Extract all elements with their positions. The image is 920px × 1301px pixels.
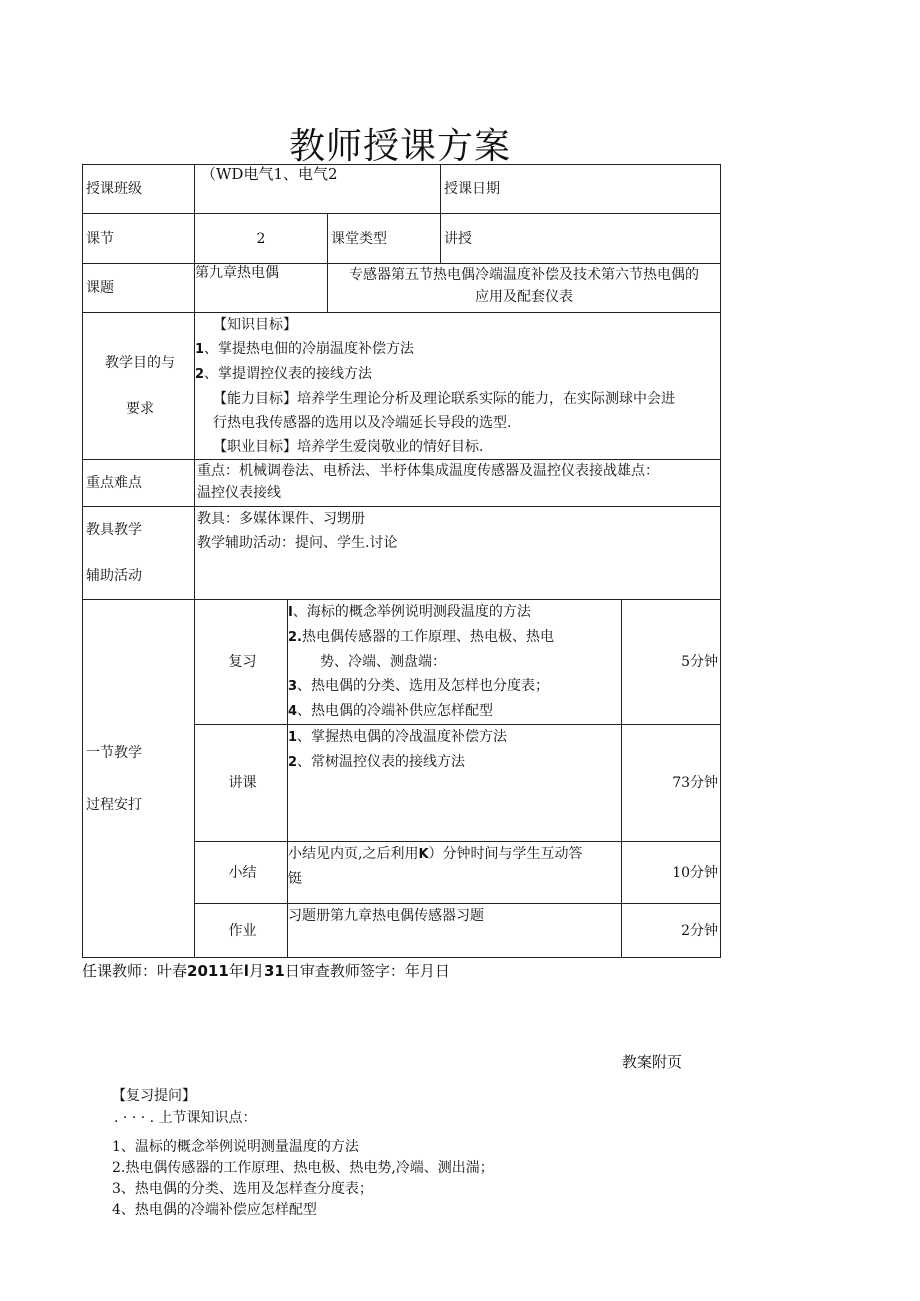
row-topic [83, 264, 721, 313]
key-content [195, 460, 721, 507]
review-content [288, 600, 622, 725]
type-value: 讲授 [441, 214, 721, 264]
row-key-points [83, 460, 721, 507]
appendix-review [112, 1085, 494, 1221]
appendix-intro: . · · · . 上节课知识点： [114, 1110, 257, 1126]
class-value: （WD电气1、电气2 [195, 165, 441, 214]
career-goal: 【职业目标】培养学生爱岗敬业的情好目标. [213, 439, 484, 455]
tools-line2: 教学辅助活动：提问、学生.讨论 [197, 535, 398, 551]
topic-label: 课题 [83, 264, 195, 313]
footer-mid2: 月 [248, 962, 264, 980]
item-text: 热电偶传感器的工作原理、热电极、热电 [301, 629, 554, 645]
lecture-item-2 [288, 750, 621, 775]
key-line1: 重点：机械调卷法、电桥法、半杼体集成温度传感器及温控仪表接战雄点： [197, 463, 659, 479]
footer-day: 31 [263, 962, 285, 980]
tools-label [83, 507, 195, 600]
row-review [83, 600, 721, 725]
appendix-item-4: 4、热电偶的冷端补偿应怎样配型 [112, 1202, 317, 1218]
goals-label [83, 313, 195, 460]
item-text: 、掌提谓控仪表的接线方法 [204, 366, 373, 382]
goals-label-line1: 教学目的与 [105, 355, 175, 371]
footer-mid1: 年 [228, 962, 244, 980]
page-title: 教师授课方案 [288, 126, 511, 167]
key-label: 重点难点 [83, 460, 195, 507]
knowledge-item-1 [195, 337, 720, 362]
item-number: 2. [288, 630, 302, 645]
review-time: 5分钟 [622, 600, 721, 725]
item-text: 、热电偶的分类、选用及怎样也分度表； [297, 678, 550, 694]
review-item-3 [288, 674, 621, 699]
review-item-1 [288, 600, 621, 625]
footer-prefix: 任课教师：叶春 [82, 962, 188, 980]
summary-content [288, 842, 622, 904]
item-text: 、掌握热电偶的冷战温度补偿方法 [297, 729, 508, 745]
lesson-value: 2 [195, 214, 328, 264]
item-number: 1 [195, 342, 205, 357]
tools-label-line1: 教具教学 [86, 522, 142, 538]
item-number: 2 [288, 755, 298, 770]
footer-suffix: 日审查教师签字：年月日 [284, 962, 450, 980]
topic-chapter: 第九章热电偶 [195, 264, 328, 313]
process-label-line1: 一节教学 [86, 744, 142, 761]
item-number: 4 [288, 704, 298, 719]
footer-year: 2011 [187, 962, 229, 980]
item-number: 3 [288, 679, 298, 694]
summary-text-c: ）分钟时间与学生互动答 [428, 846, 583, 862]
goals-content [195, 313, 721, 460]
knowledge-item-2 [195, 362, 720, 387]
process-label [83, 600, 195, 958]
homework-content: 习题册第九章热电偶传感器习题 [288, 904, 622, 958]
row-lesson [83, 214, 721, 264]
appendix-review-head: 【复习提问】 [112, 1088, 196, 1104]
summary-label: 小结 [195, 842, 288, 904]
lecture-time: 73分钟 [622, 725, 721, 842]
lecture-label: 讲课 [195, 725, 288, 842]
date-label: 授课日期 [441, 165, 721, 214]
row-tools [83, 507, 721, 600]
review-item-2-cont: 势、冷端、测盘端： [320, 654, 446, 670]
row-goals [83, 313, 721, 460]
ability-line2: 行热电我传感器的选用以及冷端延长导段的选型. [213, 415, 512, 431]
row-class [83, 165, 721, 214]
footer-line [82, 960, 450, 981]
item-text: 、海标的概念举例说明测段温度的方法 [292, 604, 531, 620]
item-number: I [288, 605, 293, 620]
review-item-2 [288, 625, 621, 650]
topic-detail [328, 264, 721, 313]
summary-text-d: 铤 [288, 871, 302, 887]
tools-label-line2: 辅助活动 [86, 568, 142, 584]
topic-detail-line2: 应用及配套仪表 [475, 289, 573, 305]
knowledge-head: 【知识目标】 [213, 317, 297, 333]
item-number: 2 [195, 367, 205, 382]
appendix-item-3: 3、热电偶的分类、选用及怎样查分度表； [112, 1181, 373, 1197]
type-label: 课堂类型 [328, 214, 441, 264]
goals-label-line2: 要求 [126, 401, 154, 417]
key-line2: 温控仪表接线 [197, 485, 281, 501]
homework-label: 作业 [195, 904, 288, 958]
appendix-item-1: 1、温标的概念举例说明测量温度的方法 [112, 1139, 359, 1155]
lecture-item-1 [288, 725, 621, 750]
lesson-label: 课节 [83, 214, 195, 264]
item-text: 、常树温控仪表的接线方法 [297, 754, 466, 770]
topic-detail-line1: 专感器第五节热电偶冷端温度补偿及技术第六节热电偶的 [349, 267, 699, 283]
item-number: 1 [288, 730, 298, 745]
lecture-content [288, 725, 622, 842]
tools-line1: 教具：多媒体课件、习甥册 [197, 511, 365, 527]
process-label-line2: 过程安打 [86, 796, 142, 813]
class-label: 授课班级 [83, 165, 195, 214]
review-item-4 [288, 699, 621, 724]
summary-text-a: 小结见内页,之后利用 [288, 846, 419, 862]
item-text: 、掌提热电佃的冷崩温度补偿方法 [204, 341, 415, 357]
appendix-item-2: 2.热电偶传感器的工作原理、热电极、热电势,冷端、测出湍； [112, 1160, 494, 1176]
footer-month: l [243, 962, 249, 980]
summary-text-b: K [418, 847, 429, 862]
appendix-title: 教案附页 [622, 1053, 683, 1071]
review-label: 复习 [195, 600, 288, 725]
homework-time: 2分钟 [622, 904, 721, 958]
tools-content [195, 507, 721, 600]
summary-time: 10分钟 [622, 842, 721, 904]
lesson-plan-table [82, 164, 721, 958]
ability-line1: 【能力目标】培养学生理论分析及理论联系实际的能力，在实际测球中会进 [213, 391, 675, 407]
item-text: 、热电偶的冷端补供应怎样配型 [297, 703, 494, 719]
